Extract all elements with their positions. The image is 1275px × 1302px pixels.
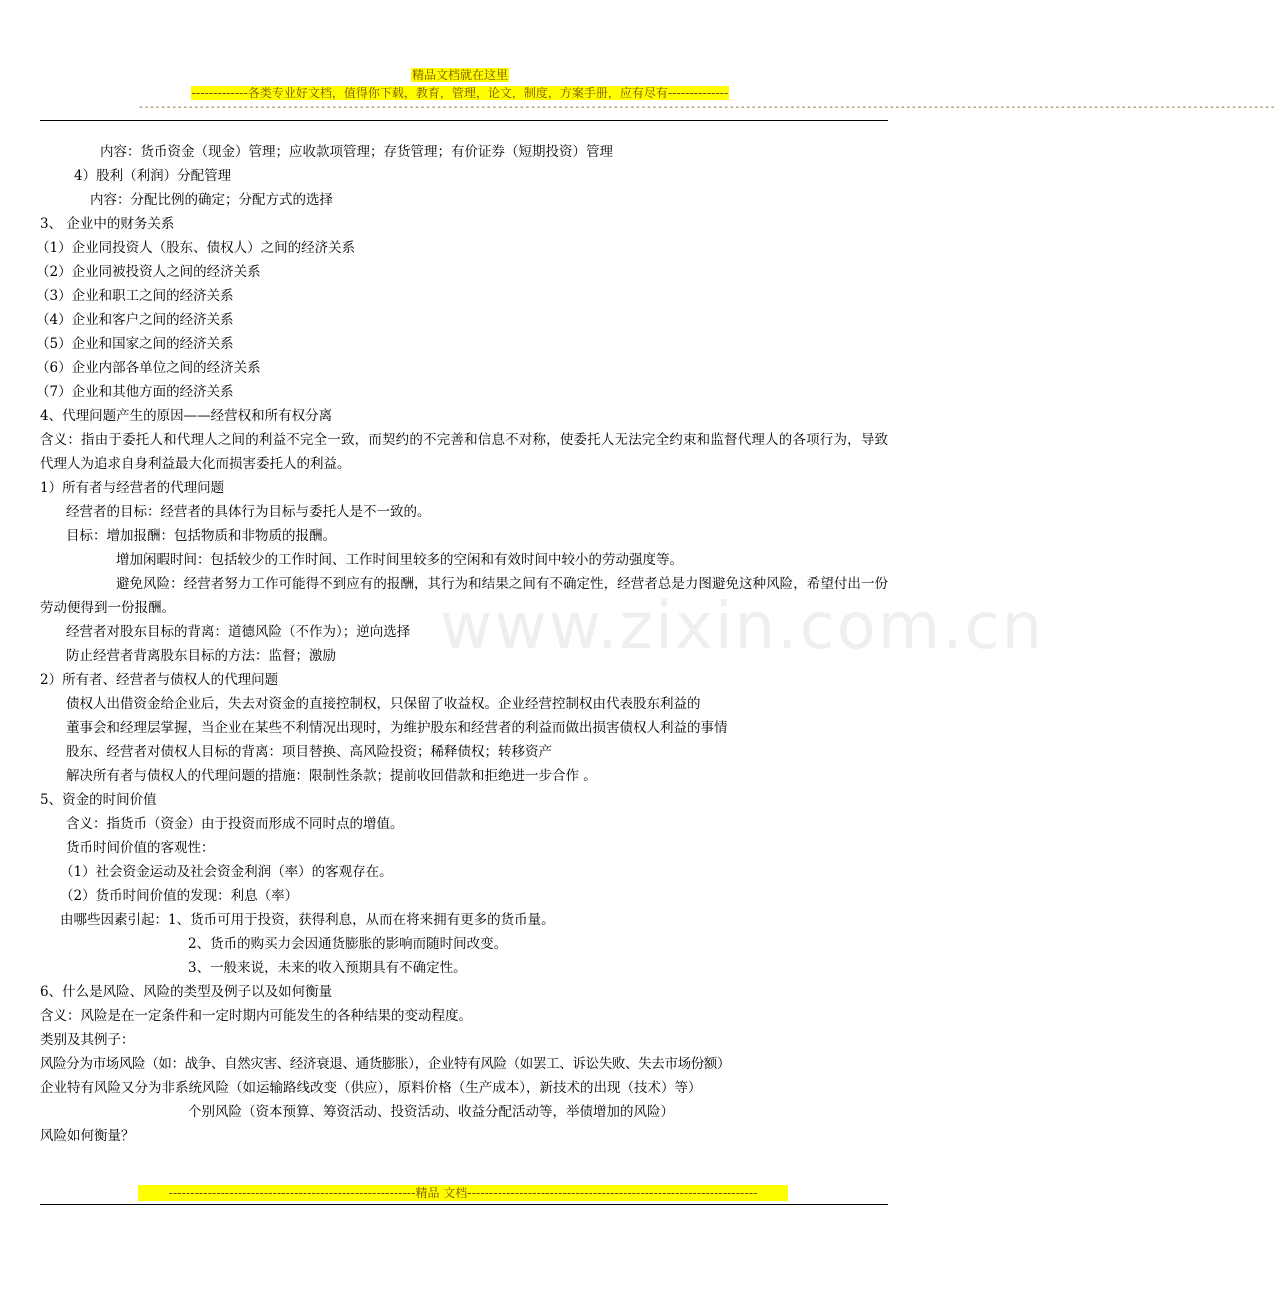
- section-heading: 6、什么是风险、风险的类型及例子以及如何衡量: [40, 984, 333, 1000]
- text-line: 债权人出借资金给企业后，失去对资金的直接控制权，只保留了收益权。企业经营控制权由代表股东利益的: [66, 696, 701, 712]
- text-line: 风险分为市场风险（如：战争、自然灾害、经济衰退、通货膨胀），企业特有风险（如罢工、诉讼失败、失去市场份额）: [40, 1056, 731, 1072]
- watermark: www.zixin.com.cn: [440, 590, 1045, 664]
- text-line: 含义：风险是在一定条件和一定时期内可能发生的各种结果的变动程度。: [40, 1008, 472, 1024]
- text-line: 解决所有者与债权人的代理问题的措施：限制性条款；提前收回借款和拒绝进一步合作 。: [66, 768, 597, 784]
- list-item: （5）企业和国家之间的经济关系: [36, 336, 234, 352]
- list-item: （1）社会资金运动及社会资金利润（率）的客观存在。: [60, 864, 393, 880]
- list-item: （7）企业和其他方面的经济关系: [36, 384, 234, 400]
- list-item: （2）企业同被投资人之间的经济关系: [36, 264, 261, 280]
- text-line: 股东、经营者对债权人目标的背离：项目替换、高风险投资；稀释债权；转移资产: [66, 744, 552, 760]
- text-line: 经营者对股东目标的背离：道德风险（不作为）；逆向选择: [66, 624, 411, 640]
- list-item: （2）货币时间价值的发现：利息（率）: [60, 888, 299, 904]
- text-line: 内容：货币资金（现金）管理；应收款项管理；存货管理；有价证券（短期投资）管理: [100, 144, 613, 160]
- text-line: 2、货币的购买力会因通货膨胀的影响而随时间改变。: [188, 936, 508, 952]
- text-line: 货币时间价值的客观性：: [66, 840, 215, 856]
- section-heading: 3、 企业中的财务关系: [40, 216, 175, 232]
- text-line: 4）股利（利润）分配管理: [74, 168, 232, 184]
- list-item: （3）企业和职工之间的经济关系: [36, 288, 234, 304]
- header-dash-line: --------------------------------------------------------------------------------------------------------------------------------------------------------------------------------------------------------------: [138, 102, 1275, 113]
- top-rule: [40, 120, 888, 121]
- bottom-rule: [40, 1204, 888, 1205]
- text-line: 风险如何衡量？: [40, 1128, 135, 1144]
- text-line: 3、一般来说，未来的收入预期具有不确定性。: [188, 960, 467, 976]
- text-line: 类别及其例子：: [40, 1032, 135, 1048]
- footer-banner: ---------------------------------------------------------精品 文档-------------------------------------------------------------------: [138, 1185, 788, 1201]
- text-line: 增加闲暇时间：包括较少的工作时间、工作时间里较多的空闲和有效时间中较小的劳动强度等。: [116, 552, 683, 568]
- header-title: 精品文档就在这里: [411, 68, 508, 82]
- section-heading: 5、资金的时间价值: [40, 792, 157, 808]
- list-item: （1）企业同投资人（股东、债权人）之间的经济关系: [36, 240, 356, 256]
- paragraph: 避免风险：经营者努力工作可能得不到应有的报酬，其行为和结果之间有不确定性，经营者总是力图避免这种风险，希望付出一份劳动便得到一份报酬。: [40, 576, 888, 616]
- text-line: 含义：指货币（资金）由于投资而形成不同时点的增值。: [66, 816, 404, 832]
- text-line: 企业特有风险又分为非系统风险（如运输路线改变（供应），原料价格（生产成本），新技术的出现（技术）等）: [40, 1080, 702, 1096]
- list-item: （6）企业内部各单位之间的经济关系: [36, 360, 261, 376]
- text-line: 个别风险（资本预算、筹资活动、投资活动、收益分配活动等，举债增加的风险）: [188, 1104, 674, 1120]
- text-line: 目标：增加报酬：包括物质和非物质的报酬。: [66, 528, 336, 544]
- text-line: 防止经营者背离股东目标的方法：监督；激励: [66, 648, 336, 664]
- text-line: 内容：分配比例的确定；分配方式的选择: [90, 192, 333, 208]
- subsection-heading: 1）所有者与经营者的代理问题: [40, 480, 225, 496]
- text-line: 由哪些因素引起：1、货币可用于投资，获得利息，从而在将来拥有更多的货币量。: [60, 912, 555, 928]
- section-heading: 4、代理问题产生的原因——经营权和所有权分离: [40, 408, 333, 424]
- text-line: 董事会和经理层掌握，当企业在某些不利情况出现时，为维护股东和经营者的利益而做出损害债权人利益的事情: [66, 720, 728, 736]
- header-subtitle: -------------各类专业好文档，值得你下载，教育，管理，论文，制度，方案手册，应有尽有--------------: [191, 86, 729, 100]
- paragraph: 含义：指由于委托人和代理人之间的利益不完全一致，而契约的不完善和信息不对称，使委托人无法完全约束和监督代理人的各项行为，导致代理人为追求自身利益最大化而损害委托人的利益。: [40, 432, 888, 472]
- text-line: 经营者的目标：经营者的具体行为目标与委托人是不一致的。: [66, 504, 431, 520]
- subsection-heading: 2）所有者、经营者与债权人的代理问题: [40, 672, 279, 688]
- list-item: （4）企业和客户之间的经济关系: [36, 312, 234, 328]
